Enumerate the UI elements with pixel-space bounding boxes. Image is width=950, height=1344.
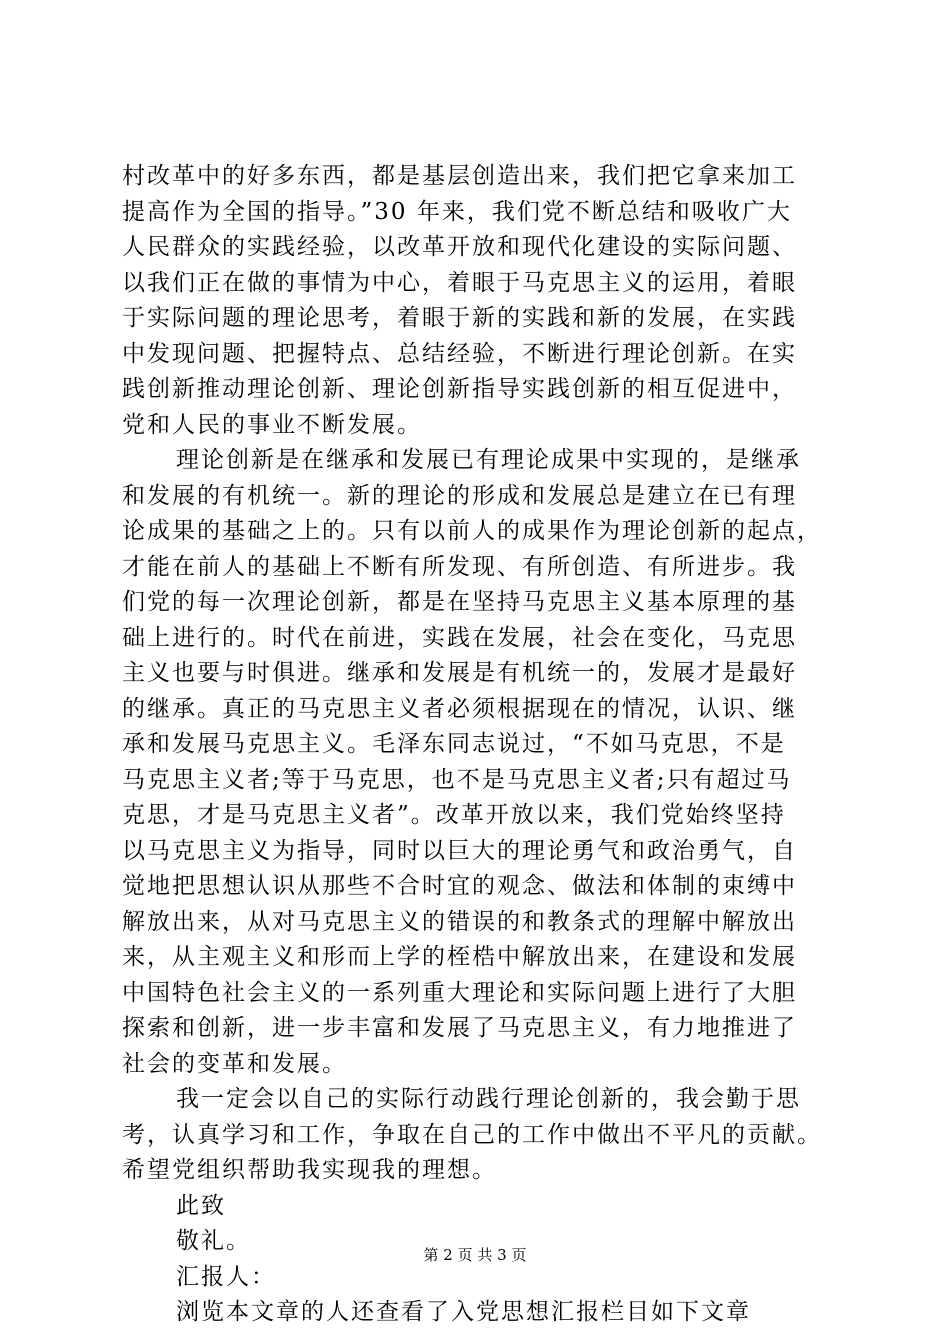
text-line: 的继承。真正的马克思主义者必须根据现在的情况，认识、继	[122, 695, 797, 722]
page-number-footer: 第 2 页 共 3 页	[423, 1246, 527, 1264]
text-line: 以我们正在做的事情为中心，着眼于马克思主义的运用，着眼	[122, 269, 797, 296]
text-line: 于实际问题的理论思考，着眼于新的实践和新的发展，在实践	[122, 305, 797, 331]
text-line: 以马克思主义为指导，同时以巨大的理论勇气和政治勇气，自	[122, 837, 797, 864]
text-line: 践创新推动理论创新、理论创新指导实践创新的相互促进中，	[122, 376, 797, 402]
closing-regards: 敬礼。	[176, 1228, 251, 1254]
text-line: 社会的变革和发展。	[122, 1050, 347, 1077]
text-line: 人民群众的实践经验，以改革开放和现代化建设的实际问题、	[122, 234, 797, 260]
text-line: 论成果的基础之上的。只有以前人的成果作为理论创新的起点，	[122, 518, 822, 544]
text-line: 克思，才是马克思主义者”。改革开放以来，我们党始终坚持	[122, 802, 786, 828]
paragraph-start-line: 理论创新是在继承和发展已有理论成果中实现的，是继承	[176, 447, 801, 473]
text-line: 们党的每一次理论创新，都是在坚持马克思主义基本原理的基	[122, 589, 797, 615]
text-line: 和发展的有机统一。新的理论的形成和发展总是建立在已有理	[122, 482, 797, 509]
reporter-label: 汇报人：	[176, 1263, 276, 1290]
text-line: 党和人民的事业不断发展。	[122, 411, 422, 438]
text-line: 中发现问题、把握特点、总结经验，不断进行理论创新。在实	[122, 340, 797, 367]
text-line: 解放出来，从对马克思主义的错误的和教条式的理解中解放出	[122, 908, 797, 935]
text-line: 村改革中的好多东西，都是基层创造出来，我们把它拿来加工	[122, 163, 797, 189]
text-line: 马克思主义者;等于马克思，也不是马克思主义者;只有超过马	[122, 766, 792, 793]
text-line: 考，认真学习和工作，争取在自己的工作中做出不平凡的贡献。	[122, 1121, 822, 1148]
text-line: 探索和创新，进一步丰富和发展了马克思主义，有力地推进了	[122, 1015, 797, 1041]
related-articles-note: 浏览本文章的人还查看了入党思想汇报栏目如下文章	[176, 1299, 751, 1325]
text-line: 来，从主观主义和形而上学的桎梏中解放出来，在建设和发展	[122, 944, 797, 970]
paragraph-start-line: 我一定会以自己的实际行动践行理论创新的，我会勤于思	[176, 1086, 801, 1112]
text-line: 希望党组织帮助我实现我的理想。	[122, 1157, 497, 1183]
text-line: 觉地把思想认识从那些不合时宜的观念、做法和体制的束缚中	[122, 873, 797, 899]
closing-salutation: 此致	[176, 1192, 226, 1219]
text-line: 础上进行的。时代在前进，实践在发展，社会在变化，马克思	[122, 624, 797, 651]
text-line: 承和发展马克思主义。毛泽东同志说过，“不如马克思，不是	[122, 731, 786, 757]
document-body	[122, 159, 834, 1331]
text-line: 中国特色社会主义的一系列重大理论和实际问题上进行了大胆	[122, 979, 797, 1006]
text-line: 提高作为全国的指导。”30 年来，我们党不断总结和吸收广大	[122, 198, 792, 225]
text-line: 才能在前人的基础上不断有所发现、有所创造、有所进步。我	[122, 553, 797, 580]
text-line: 主义也要与时俱进。继承和发展是有机统一的，发展才是最好	[122, 660, 797, 686]
